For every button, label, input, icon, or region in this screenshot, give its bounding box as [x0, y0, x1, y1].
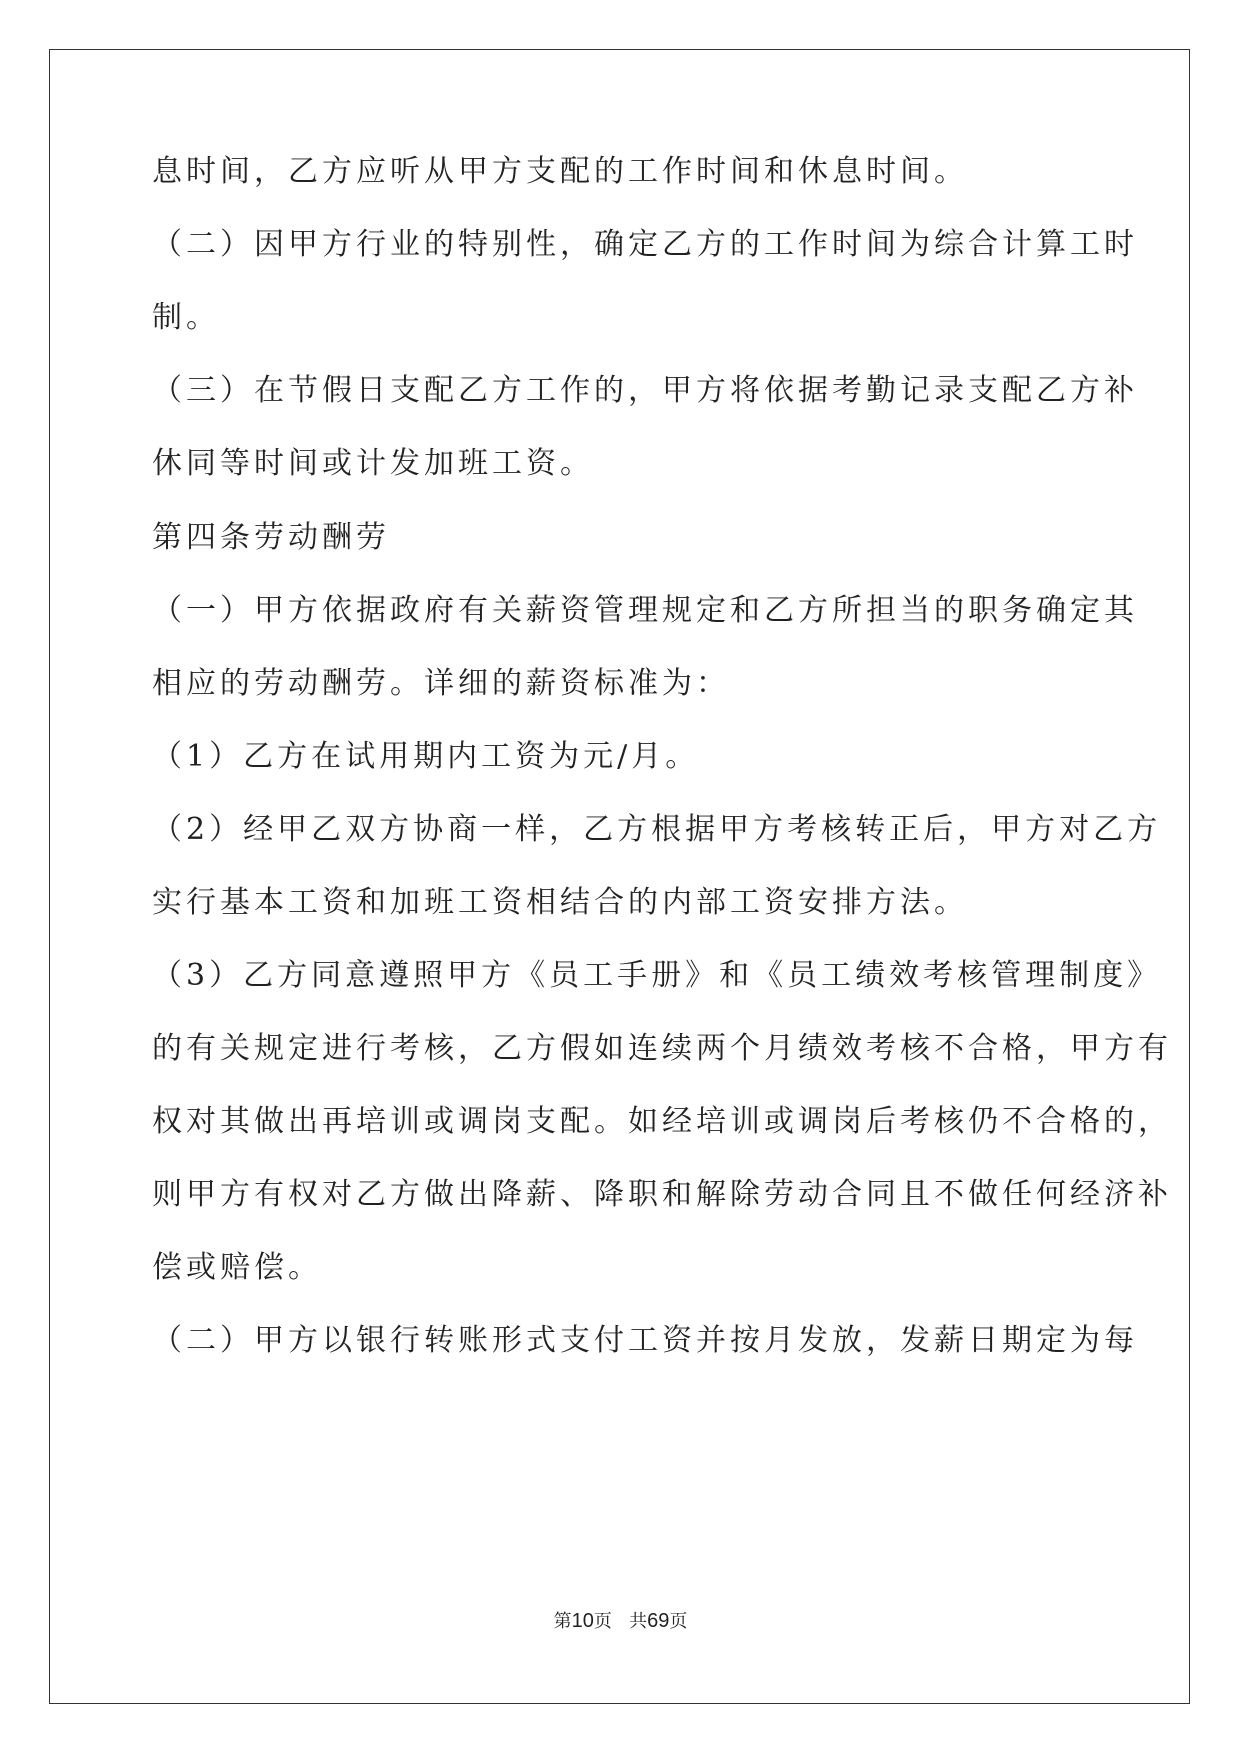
body-line-8: 相应的劳动酬劳。详细的薪资标准为： — [152, 666, 730, 701]
body-line-3: 制。 — [152, 300, 220, 335]
body-line-15: 则甲方有权对乙方做出降薪、降职和解除劳动合同且不做任何经济补 — [152, 1177, 1172, 1212]
body-line-16: 偿或赔偿。 — [152, 1250, 322, 1285]
body-line-2: （二）因甲方行业的特别性，确定乙方的工作时间为综合计算工时 — [152, 227, 1138, 262]
body-line-10: （2）经甲乙双方协商一样，乙方根据甲方考核转正后，甲方对乙方 — [152, 812, 1162, 847]
body-line-5: 休同等时间或计发加班工资。 — [152, 446, 594, 481]
body-line-1: 息时间，乙方应听从甲方支配的工作时间和休息时间。 — [152, 154, 968, 189]
footer-prefix: 第 — [553, 1611, 572, 1632]
page-footer — [0, 1609, 1241, 1634]
body-line-14: 权对其做出再培训或调岗支配。如经培训或调岗后考核仍不合格的， — [152, 1104, 1172, 1139]
footer-total-prefix: 共 — [629, 1611, 648, 1632]
body-line-17: （二）甲方以银行转账形式支付工资并按月发放，发薪日期定为每 — [152, 1323, 1138, 1358]
section-heading: 第四条劳动酬劳 — [152, 520, 390, 555]
body-line-12: （3）乙方同意遵照甲方《员工手册》和《员工绩效考核管理制度》 — [152, 958, 1162, 993]
body-line-11: 实行基本工资和加班工资相结合的内部工资安排方法。 — [152, 885, 968, 920]
body-line-4: （三）在节假日支配乙方工作的，甲方将依据考勤记录支配乙方补 — [152, 373, 1138, 408]
footer-total-suffix: 页 — [669, 1611, 688, 1632]
footer-page-suffix: 页 — [593, 1611, 612, 1632]
body-line-9: （1）乙方在试用期内工资为元/月。 — [152, 739, 700, 774]
body-line-7: （一）甲方依据政府有关薪资管理规定和乙方所担当的职务确定其 — [152, 593, 1138, 628]
body-line-13: 的有关规定进行考核，乙方假如连续两个月绩效考核不合格，甲方有 — [152, 1031, 1172, 1066]
footer-page-number: 10 — [571, 1610, 594, 1632]
footer-total-pages: 69 — [647, 1610, 670, 1632]
